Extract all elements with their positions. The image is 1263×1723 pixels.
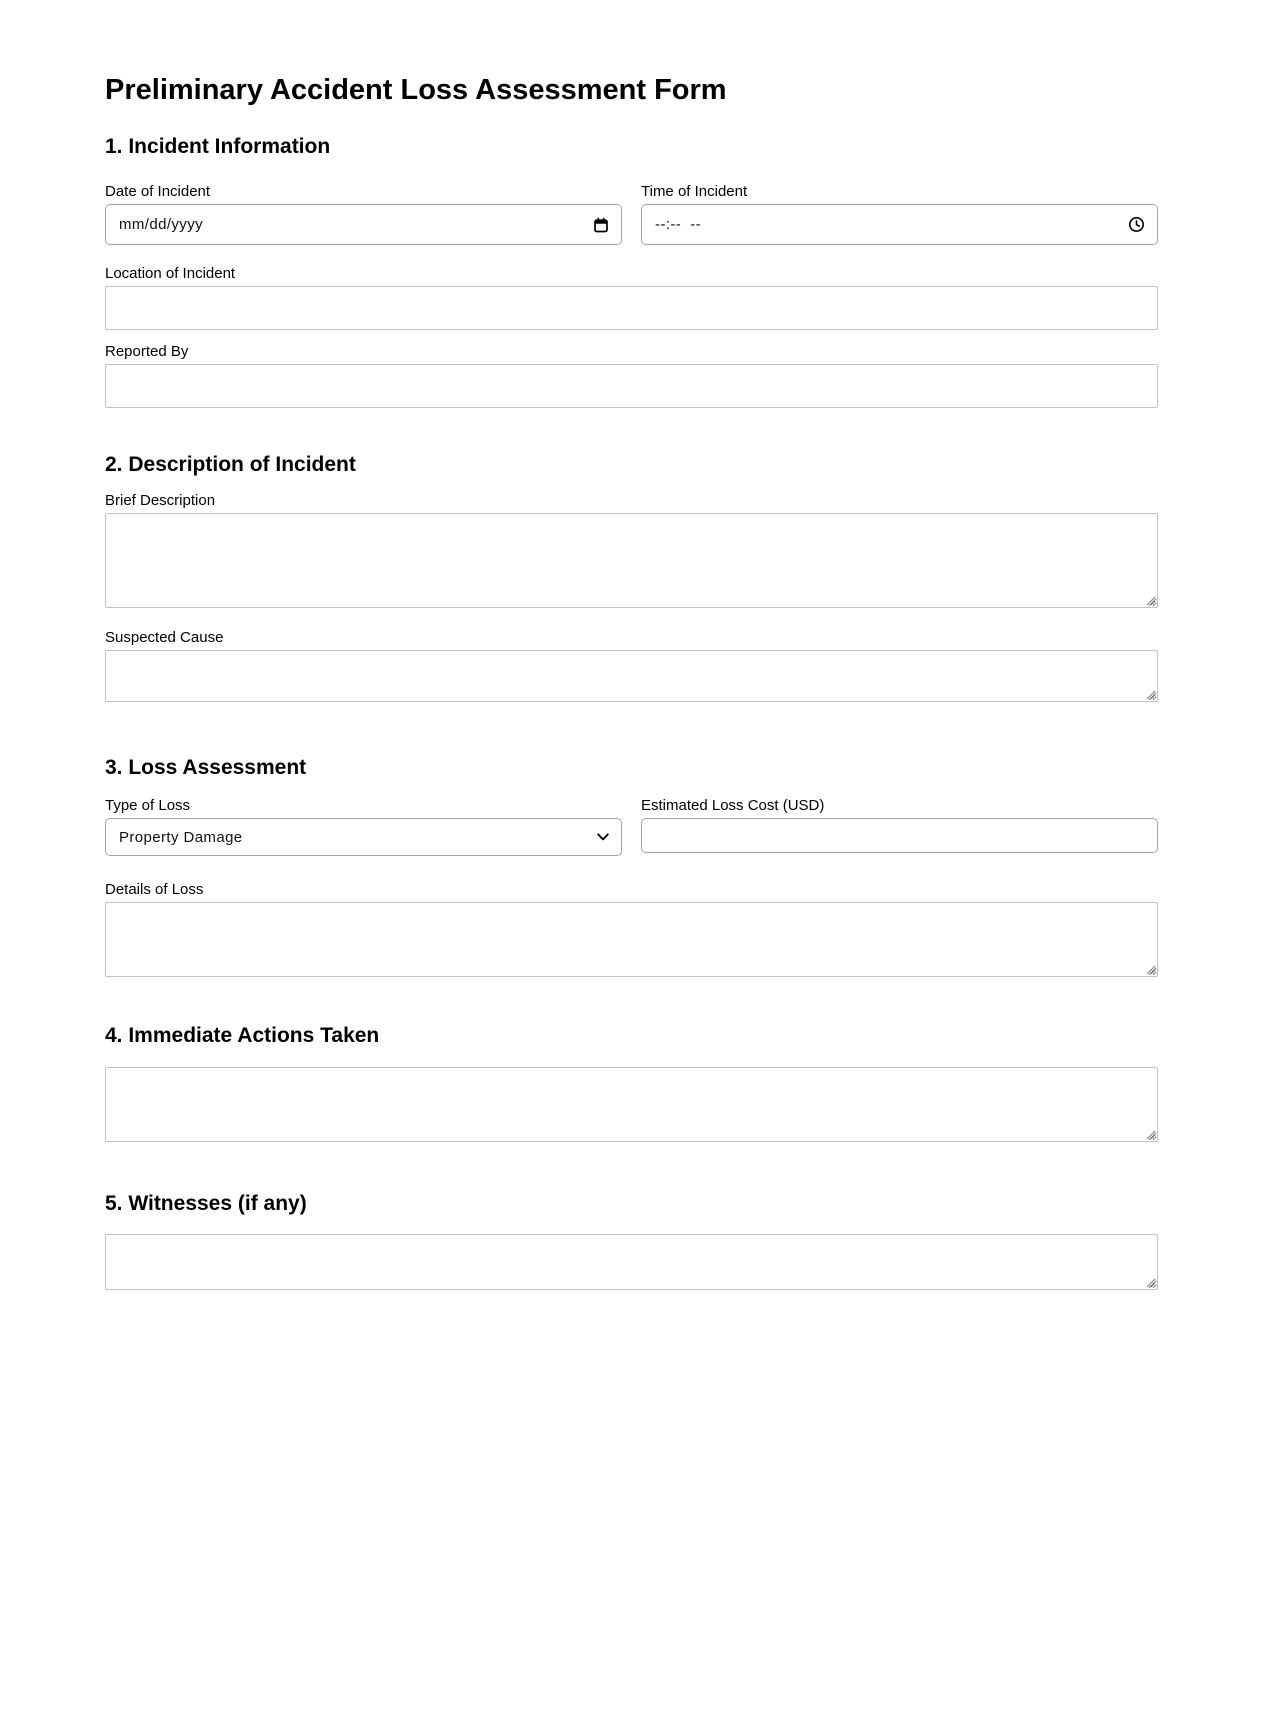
suspected-cause-textarea[interactable] — [105, 650, 1158, 702]
section-incident-information — [105, 134, 1158, 408]
details-of-loss-field — [105, 881, 1158, 977]
description-of-incident-heading: 2. Description of Incident — [105, 453, 356, 476]
clock-icon[interactable] — [1128, 216, 1145, 233]
reported-by-field — [105, 343, 1158, 408]
date-time-row — [105, 183, 1158, 245]
type-of-loss-field — [105, 797, 622, 856]
date-of-incident-field — [105, 183, 622, 245]
brief-description-textarea[interactable] — [105, 513, 1158, 608]
section-description-of-incident — [105, 452, 1158, 702]
location-of-incident-label: Location of Incident — [105, 265, 236, 282]
immediate-actions-field — [105, 1067, 1158, 1142]
witnesses-field — [105, 1234, 1158, 1290]
incident-information-heading: 1. Incident Information — [105, 135, 331, 158]
calendar-icon[interactable] — [593, 217, 609, 233]
type-of-loss-select[interactable] — [105, 818, 622, 856]
brief-description-field — [105, 492, 1158, 608]
loss-type-cost-row — [105, 797, 1158, 856]
details-of-loss-label: Details of Loss — [105, 881, 204, 898]
type-of-loss-label: Type of Loss — [105, 797, 191, 814]
form-page — [105, 0, 1158, 1290]
suspected-cause-label: Suspected Cause — [105, 629, 224, 646]
time-of-incident-field — [641, 183, 1158, 245]
immediate-actions-heading: 4. Immediate Actions Taken — [105, 1024, 380, 1047]
date-of-incident-label: Date of Incident — [105, 183, 211, 200]
estimated-loss-cost-field — [641, 797, 1158, 856]
reported-by-input[interactable] — [105, 364, 1158, 408]
witnesses-textarea[interactable] — [105, 1234, 1158, 1290]
witnesses-heading: 5. Witnesses (if any) — [105, 1192, 307, 1215]
section-witnesses — [105, 1191, 1158, 1290]
date-of-incident-input[interactable] — [105, 204, 622, 245]
reported-by-label: Reported By — [105, 343, 189, 360]
location-of-incident-field — [105, 265, 1158, 330]
details-of-loss-textarea[interactable] — [105, 902, 1158, 977]
section-loss-assessment — [105, 755, 1158, 977]
estimated-loss-cost-input[interactable] — [641, 818, 1158, 853]
type-of-loss-selected-option: Property Damage — [119, 828, 243, 846]
estimated-loss-cost-label: Estimated Loss Cost (USD) — [641, 797, 825, 814]
chevron-down-icon — [597, 833, 609, 841]
page-title: Preliminary Accident Loss Assessment Form — [105, 74, 727, 106]
location-of-incident-input[interactable] — [105, 286, 1158, 330]
time-placeholder: --:-- -- — [655, 216, 702, 233]
section-immediate-actions — [105, 1023, 1158, 1142]
immediate-actions-textarea[interactable] — [105, 1067, 1158, 1142]
time-of-incident-label: Time of Incident — [641, 183, 748, 200]
date-placeholder: mm/dd/yyyy — [119, 216, 204, 233]
loss-assessment-heading: 3. Loss Assessment — [105, 756, 307, 779]
time-of-incident-input[interactable] — [641, 204, 1158, 245]
suspected-cause-field — [105, 629, 1158, 702]
brief-description-label: Brief Description — [105, 492, 216, 509]
